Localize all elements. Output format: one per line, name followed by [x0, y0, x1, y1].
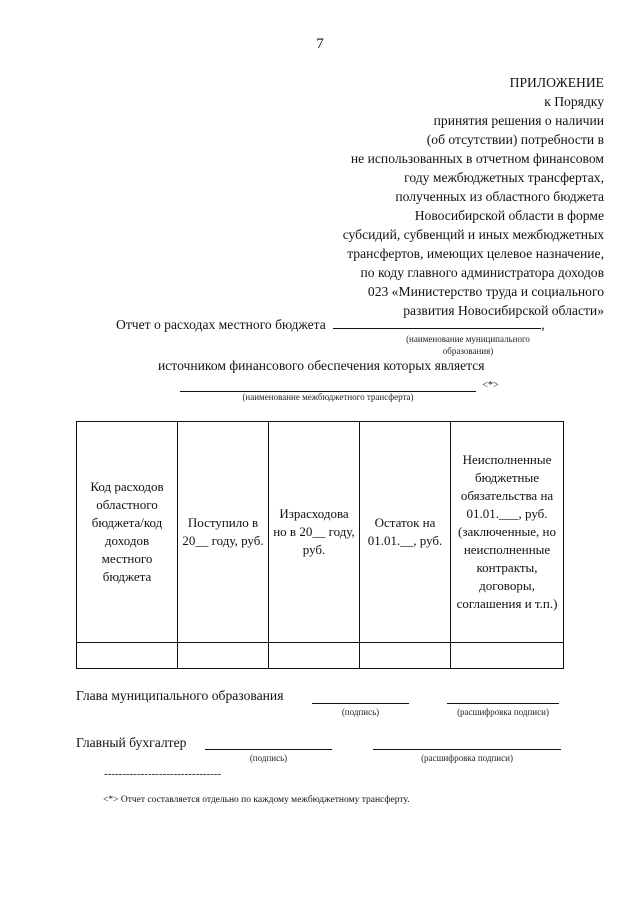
appendix-line: принятия решения о наличии [433, 113, 604, 128]
report-title [116, 317, 545, 333]
footnote-separator: -------------------------------- [104, 768, 222, 780]
transfer-line [180, 376, 499, 392]
header-cell: Неисполненные бюджетные обязательства на 01.01.___, руб. (заключенные, но неисполненные контракты, договоры, соглашения и т.п.) [451, 422, 564, 643]
report-table [76, 421, 564, 669]
municipality-hint-2: образования) [442, 346, 494, 356]
source-line: источником финансового обеспечения которых является [158, 358, 485, 373]
accountant-sign-hint: (подпись) [249, 753, 288, 763]
accountant-sign-line[interactable] [205, 749, 332, 750]
accountant-decode-line[interactable] [373, 749, 561, 750]
header-cell: Поступило в 20__ году, руб. [178, 422, 269, 643]
page-number: 7 [316, 36, 324, 52]
accountant-label: Главный бухгалтер [76, 735, 187, 750]
appendix-line: Новосибирской области в форме [414, 208, 604, 223]
appendix-line: ПРИЛОЖЕНИЕ [509, 75, 604, 90]
head-sign-hint: (подпись) [341, 707, 380, 717]
footnote: <*> Отчет составляется отдельно по каждому межбюджетному трансферту. [103, 795, 410, 805]
report-title-text: Отчет о расходах местного бюджета [116, 317, 326, 332]
municipality-blank[interactable] [333, 328, 541, 329]
table-cell[interactable] [269, 643, 360, 669]
head-decode-line[interactable] [447, 703, 559, 704]
accountant-decode-hint: (расшифровка подписи) [421, 753, 513, 763]
header-cell: Остаток на 01.01.__, руб. [360, 422, 451, 643]
table-cell[interactable] [178, 643, 269, 669]
appendix-line: году межбюджетных трансфертах, [404, 170, 604, 185]
appendix-line: развития Новосибирской области» [403, 303, 604, 318]
appendix-line: трансфертов, имеющих целевое назначение, [347, 246, 604, 261]
appendix-line: полученных из областного бюджета [395, 189, 604, 204]
table-cell[interactable] [360, 643, 451, 669]
table-cell[interactable] [451, 643, 564, 669]
appendix-line: 023 «Министерство труда и социального [367, 284, 604, 299]
head-decode-hint: (расшифровка подписи) [457, 707, 549, 717]
header-cell: Код расходов областного бюджета/код доходов местного бюджета [77, 422, 178, 643]
header-cell: Израсходова но в 20__ году, руб. [269, 422, 360, 643]
appendix-line: к Порядку [544, 94, 604, 109]
transfer-hint: (наименование межбюджетного трансферта) [242, 392, 414, 402]
footnote-ref: <*> [482, 380, 499, 391]
appendix-line: субсидий, субвенций и иных межбюджетных [342, 227, 604, 242]
head-sign-line[interactable] [312, 703, 409, 704]
table-row [77, 643, 564, 669]
appendix-block [184, 73, 604, 320]
appendix-line: (об отсутствии) потребности в [426, 132, 604, 147]
head-label: Глава муниципального образования [76, 688, 284, 703]
municipality-hint-1: (наименование муниципального [406, 334, 530, 344]
appendix-line: не использованных в отчетном финансовом [350, 151, 604, 166]
appendix-line: по коду главного администратора доходов [360, 265, 604, 280]
table-cell[interactable] [77, 643, 178, 669]
title-comma: , [541, 317, 545, 332]
table-header-row [77, 422, 564, 643]
